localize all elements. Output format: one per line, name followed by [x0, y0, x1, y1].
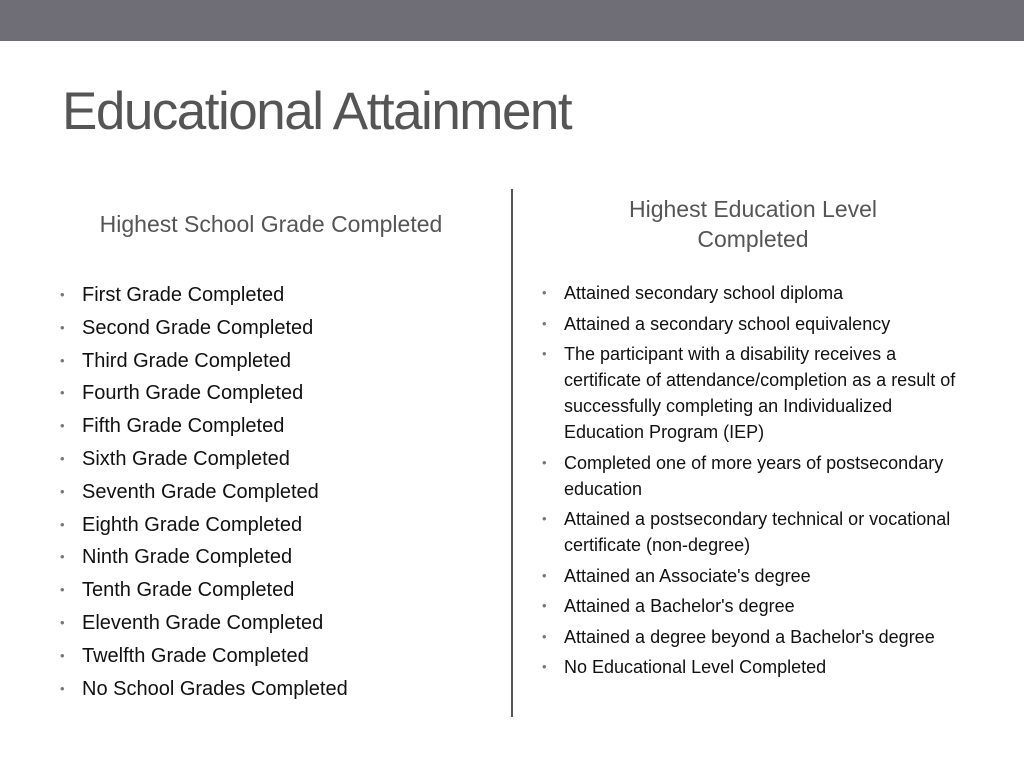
list-item: [60, 574, 502, 607]
list-item: [542, 506, 974, 558]
bullet-icon: •: [60, 614, 65, 630]
list-item-text: No School Grades Completed: [82, 677, 348, 700]
right-column-heading: [522, 194, 984, 254]
left-column-heading: Highest School Grade Completed: [99, 211, 443, 237]
list-item: [542, 450, 974, 502]
bullet-icon: •: [542, 285, 547, 300]
bullet-icon: •: [60, 287, 65, 302]
list-item-text: No Educational Level Completed: [564, 657, 827, 677]
list-item: [542, 341, 974, 445]
list-item-text: Tenth Grade Completed: [82, 579, 295, 602]
list-item: [542, 311, 974, 337]
list-item: [60, 476, 502, 509]
bullet-icon: •: [542, 567, 547, 583]
list-item-text: First Grade Completed: [82, 284, 285, 306]
list-item-text: The participant with a disability receives a certificate of attendance/completion as a result of successfully completing an Individualized Education Program (IEP): [564, 344, 956, 442]
bullet-icon: •: [60, 516, 65, 532]
bullet-icon: •: [60, 647, 65, 663]
list-item-text: Eighth Grade Completed: [82, 513, 303, 536]
slide-title: Educational Attainment: [62, 82, 572, 141]
list-item: [60, 345, 502, 378]
column-divider: [511, 189, 513, 717]
list-item: [542, 280, 974, 306]
bullet-icon: •: [60, 385, 65, 401]
bullet-icon: •: [60, 483, 65, 499]
list-item: [60, 673, 502, 706]
bullet-icon: •: [60, 352, 65, 368]
bullet-icon: •: [542, 598, 547, 613]
list-item-text: Attained a postsecondary technical or vocational certificate (non-degree): [564, 509, 951, 555]
bullet-icon: •: [60, 418, 65, 434]
list-item-text: Ninth Grade Completed: [82, 546, 293, 569]
list-item: [60, 509, 502, 542]
list-item: [542, 593, 974, 619]
list-item-text: Attained a degree beyond a Bachelor's degree: [564, 626, 935, 647]
list-item-text: Fourth Grade Completed: [82, 382, 304, 405]
list-item-text: Attained a secondary school equivalency: [564, 313, 891, 334]
list-item-text: Second Grade Completed: [82, 316, 314, 339]
list-item: [60, 377, 502, 410]
list-item-text: Attained a Bachelor's degree: [564, 596, 795, 616]
top-bar: [0, 0, 1024, 41]
list-item: [60, 312, 502, 345]
list-item: [542, 624, 974, 650]
list-item: [542, 563, 974, 589]
bullet-icon: •: [60, 450, 65, 466]
right-heading-line2: Completed: [697, 226, 809, 252]
bullet-icon: •: [60, 319, 65, 335]
right-heading-line1: Highest Education Level: [628, 196, 878, 222]
list-item: [60, 410, 502, 443]
bullet-icon: •: [542, 454, 547, 470]
school-grade-list: [60, 279, 502, 705]
bullet-icon: •: [542, 659, 547, 674]
list-item-text: Seventh Grade Completed: [82, 480, 319, 503]
bullet-icon: •: [542, 511, 547, 526]
list-item-text: Twelfth Grade Completed: [82, 644, 309, 667]
list-item-text: Attained an Associate's degree: [564, 565, 811, 586]
list-item: [542, 654, 974, 680]
list-item: [60, 443, 502, 476]
bullet-icon: •: [60, 680, 65, 696]
list-item-text: Sixth Grade Completed: [82, 447, 290, 470]
list-item: [60, 607, 502, 640]
list-item-text: Attained secondary school diploma: [564, 283, 844, 303]
list-item: [60, 640, 502, 673]
list-item-text: Third Grade Completed: [82, 349, 291, 372]
bullet-icon: •: [60, 549, 65, 565]
bullet-icon: •: [542, 315, 547, 331]
list-item: [60, 279, 502, 312]
bullet-icon: •: [542, 628, 547, 644]
list-item-text: Fifth Grade Completed: [82, 415, 285, 438]
list-item-text: Completed one of more years of postsecondary education: [564, 452, 944, 499]
list-item: [60, 541, 502, 574]
bullet-icon: •: [60, 582, 65, 598]
list-item-text: Eleventh Grade Completed: [82, 611, 324, 634]
education-level-list: [542, 280, 974, 685]
bullet-icon: •: [542, 346, 547, 361]
